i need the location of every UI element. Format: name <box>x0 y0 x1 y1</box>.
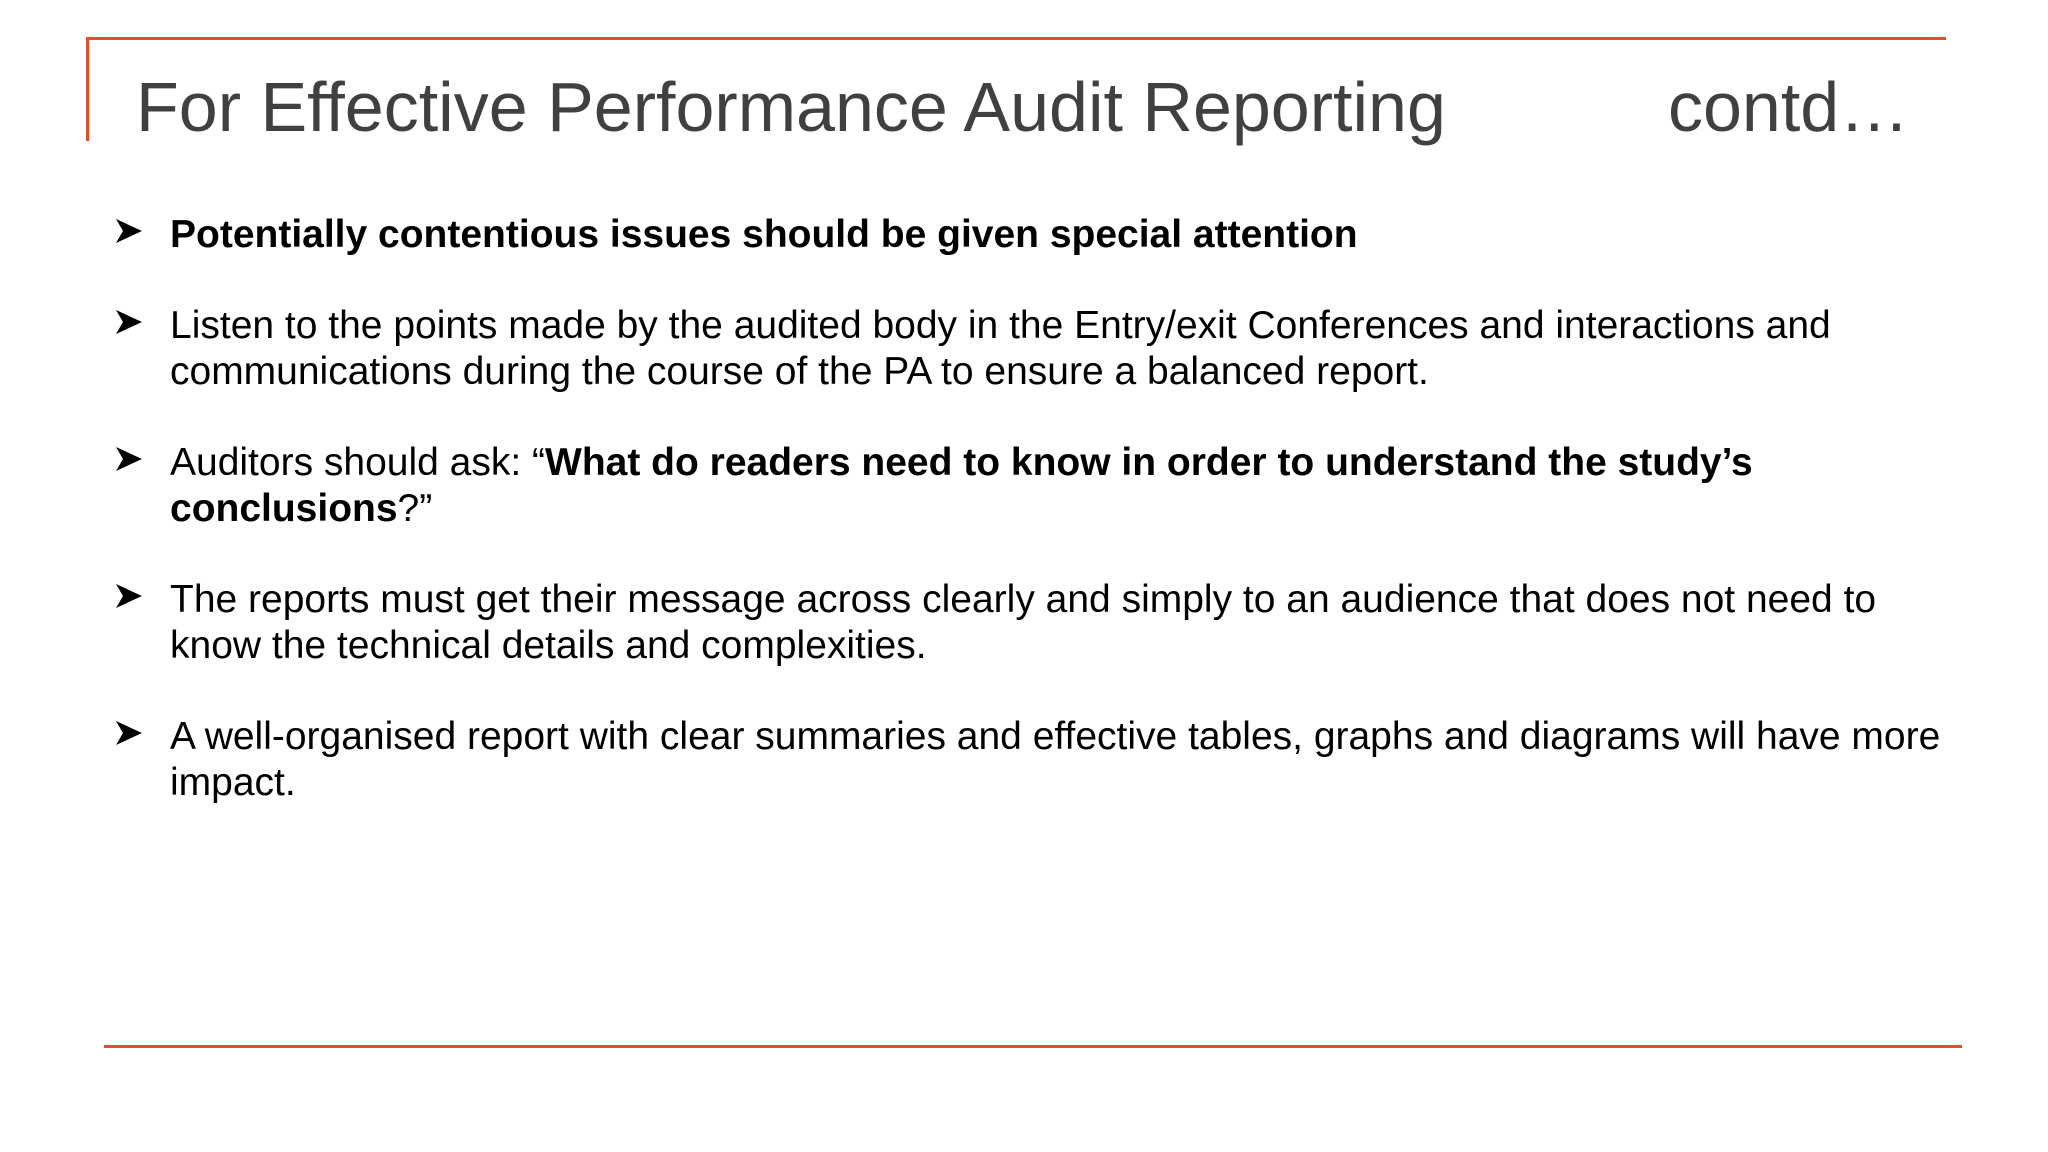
arrowhead-bullet-icon <box>114 216 144 246</box>
bullet-text: The reports must get their message across clearly and simply to an audience that does not need to know the technical details and complexities. <box>170 578 1877 667</box>
bullet-text: Listen to the points made by the audited body in the Entry/exit Conferences and interactions and communications during the course of the PA to ensure a balanced report. <box>170 304 1831 393</box>
bullet-text-bold: What do readers need to know in order to understand the study’s conclusions <box>170 441 1753 530</box>
bullet-text: Potentially contentious issues should be given special attention <box>170 213 1358 256</box>
bottom-accent-rule <box>104 1045 1962 1048</box>
bullet-list <box>110 212 1970 851</box>
bullet-item <box>110 212 1970 258</box>
bullet-item <box>110 303 1970 395</box>
arrowhead-bullet-icon <box>114 581 144 611</box>
bullet-item <box>110 714 1970 806</box>
bullet-item <box>110 440 1970 532</box>
bullet-item <box>110 577 1970 669</box>
title-text: For Effective Performance Audit Reporting <box>136 68 1446 146</box>
arrowhead-bullet-icon <box>114 444 144 474</box>
bullet-text-prefix: Auditors should ask: “ <box>170 441 546 484</box>
arrowhead-bullet-icon <box>114 307 144 337</box>
bullet-text: A well-organised report with clear summaries and effective tables, graphs and diagrams will have more impact. <box>170 715 1941 804</box>
top-accent-rule <box>86 37 1946 40</box>
bullet-text-suffix: ?” <box>397 487 433 530</box>
arrowhead-bullet-icon <box>114 718 144 748</box>
title-contd-text: contd… <box>1668 68 1910 146</box>
slide-title <box>136 62 1910 152</box>
left-accent-tick <box>86 37 89 141</box>
